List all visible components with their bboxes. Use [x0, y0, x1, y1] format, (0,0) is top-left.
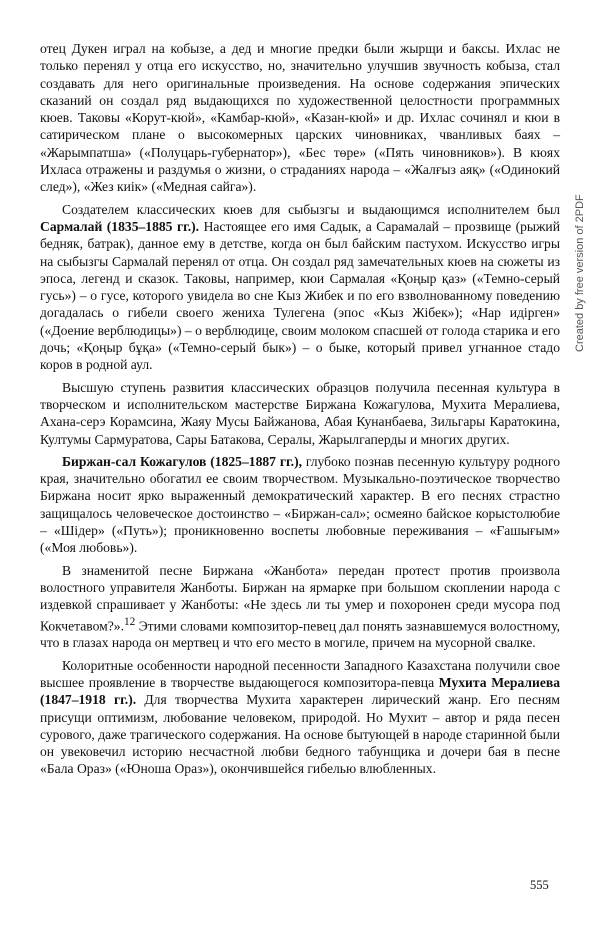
bold-name: Биржан-сал Кожагулов (1825–1887 гг.), — [62, 453, 302, 469]
paragraph — [40, 201, 560, 374]
text-run: Этими словами композитор-певец дал понять зазнавшемуся волостному, что в глазах народа он мертвец и что его место в могиле, причем на мусорной свалке. — [40, 618, 560, 651]
paragraph — [40, 562, 560, 652]
bold-name: Мухита Мералиева (1847–1918 гг.). — [40, 674, 560, 708]
paragraph — [40, 40, 560, 196]
paragraph — [40, 657, 560, 778]
paragraph — [40, 453, 560, 557]
text-run: Настоящее его имя Садык, а Сарамалай – прозвище (рыжий бедняк, батрак), данное ему в детстве, когда он был байским пастухом. Искусство игры на сыбызгы Сармалай перенял от отца. Он создал ряд замечательных кюев на сюжеты из эпоса, легенд и сказок. Таковы, например, кюи Сармалая «Қоңыр қаз» («Темно-серый гусь») – о гусе, которого увидела во сне Кыз Жибек и по его взволнованному поведению догадалась о гибели своего жениха Тулегена (эпос «Кыз Жібек»); «Нар идірген» («Доение верблюдицы») – о верблюдице, своим молоком спасшей от голода старика и его дочь; «Қоңыр бұқа» («Темно-серый бык») – о быке, который привел угнанное стадо коров в родной аул. — [40, 218, 560, 373]
text-run: Для творчества Мухита характерен лирический жанр. Его песням присущи оптимизм, любование человеком, природой. Но Мухит – автор и ряда песен сурового, даже трагического содержания. На основе бытующей в народе старинной были он увековечил историю несчастной любви бедного табунщика и дочери бая в песне «Бала Ораз» («Юноша Ораз»), окончившейся гибелью влюбленных. — [40, 692, 560, 777]
text-run: Создателем классических кюев для сыбызгы и выдающимся исполнителем был — [62, 201, 560, 217]
page-body — [40, 40, 560, 783]
footnote-ref: 12 — [123, 615, 136, 628]
bold-name: Сармалай (1835–1885 гг.). — [40, 218, 200, 234]
text-run: отец Дукен играл на кобызе, а дед и многие предки были жырщи и баксы. Ихлас не только перенял у отца его искусство, но, значительно улучшив звучность кобыза, стал создавать для него оригинальные произведения. На основе содержания эпических сказаний он создал ряд выдающихся по художественной целостности программных кюев. Таковы «Корут-кюй», «Камбар-кюй», «Казан-кюй» и др. Ихлас сочинял и кюи в сатирическом плане о высокомерных царских чиновниках, чванливых баях – «Жарымпатша» («Полуцарь-губернатор»), «Бес төре» («Пять чиновников»). В кюях Ихласа отражены и раздумья о жизни, о страданиях народа – «Жалғыз аяқ» («Одинокий след»), «Жез киік» («Медная сайга»). — [40, 41, 560, 195]
text-run: Колоритные особенности народной песенности Западного Казахстана получили свое высшее проявление в творчестве выдающегося композитора-певца — [40, 657, 560, 690]
paragraph — [40, 379, 560, 448]
watermark-side-note: Created by free version of 2PDF — [574, 194, 586, 352]
text-run: глубоко познав песенную культуру родного края, значительно обогатил ее своим творчеством. Музыкально-поэтическое творчество Биржана носит ярко выраженный демократический характер. В его песнях страстно защищалось человеческое достоинство – «Биржан-сал»; осмеяно байское корыстолюбие – «Шідер» («Путь»); проникновенно воспеты любовные переживания – «Ғашығым» («Моя любовь»). — [40, 453, 560, 556]
text-run: В знаменитой песне Биржана «Жанбота» передан протест против произвола волостного управителя Жанботы. Биржан на ярмарке при большом скоплении народа с издевкой спрашивает у Жанботы: «Не здесь ли ты умер и похоронен среди мусора под Кокчетавом?». — [40, 562, 560, 634]
text-run: Высшую ступень развития классических образцов получила песенная культура в творческом и исполнительском мастерстве Биржана Кожагулова, Мухита Мералиева, Ахана-серэ Корамсина, Жаяу Мусы Байжанова, Абая Кунанбаева, Зильгары Каратокина, Култумы Сармуратова, Сары Батакова, Сералы, Жарылгаперды и многих других. — [40, 379, 560, 447]
page-number: 555 — [530, 878, 549, 892]
